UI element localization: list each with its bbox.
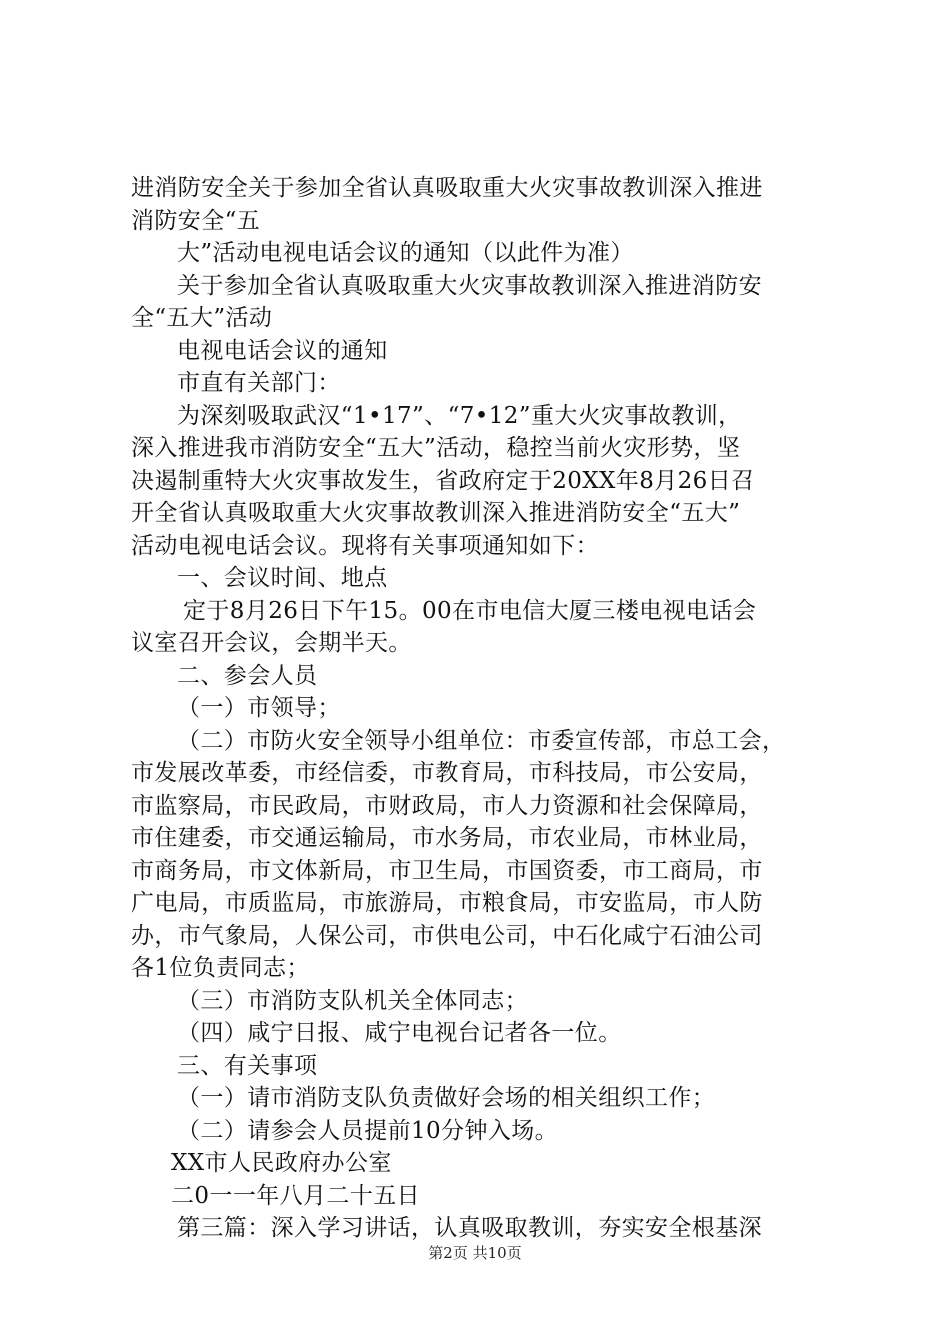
list-item: （二）市防火安全领导小组单位：市委宣传部，市总工会， xyxy=(177,727,786,754)
body-line: 电视电话会议的通知 xyxy=(177,337,388,364)
body-line: 市监察局，市民政局，市财政局，市人力资源和社会保障局， xyxy=(131,792,763,819)
body-line: 广电局，市质监局，市旅游局，市粮食局，市安监局，市人防 xyxy=(131,890,763,916)
body-line: 大”活动电视电话会议的通知（以此件为准） xyxy=(177,240,634,266)
section-heading: 一、会议时间、地点 xyxy=(177,565,388,591)
list-item: （四）咸宁日报、咸宁电视台记者各一位。 xyxy=(177,1020,622,1046)
body-line: 决遏制重特大火灾事故发生，省政府定于20XX年8月26日召 xyxy=(131,467,755,494)
list-item: （一）请市消防支队负责做好会场的相关组织工作； xyxy=(177,1085,716,1111)
body-line: 关于参加全省认真吸取重大火灾事故教训深入推进消防安 xyxy=(177,272,762,299)
body-line: 为深刻吸取武汉“1•17”、“7•12”重大火灾事故教训， xyxy=(177,402,742,429)
body-line: 市直有关部门： xyxy=(177,370,341,396)
list-item: （二）请参会人员提前10分钟入场。 xyxy=(177,1117,559,1144)
body-line: 全“五大”活动 xyxy=(131,305,273,331)
body-line: 定于8月26日下午15。00在市电信大厦三楼电视电话会 xyxy=(183,597,757,624)
section-heading: 二、参会人员 xyxy=(177,662,318,689)
list-item: （三）市消防支队机关全体同志； xyxy=(177,987,528,1014)
next-article-title: 第三篇：深入学习讲话，认真吸取教训，夯实安全根基深 xyxy=(177,1215,762,1241)
body-line: 市住建委，市交通运输局，市水务局，市农业局，市林业局， xyxy=(131,825,763,851)
body-line: 活动电视电话会议。现将有关事项通知如下： xyxy=(131,532,599,559)
body-line: 进消防安全关于参加全省认真吸取重大火灾事故教训深入推进 xyxy=(131,175,763,201)
page-number-footer: 第2页 共10页 xyxy=(428,1244,522,1262)
list-item: （一）市领导； xyxy=(177,695,341,721)
body-line: 议室召开会议，会期半天。 xyxy=(131,630,412,656)
body-line: 开全省认真吸取重大火灾事故教训深入推进消防安全“五大” xyxy=(131,500,741,526)
date-line: 二0一一年八月二十五日 xyxy=(171,1182,421,1209)
issuer-line: XX市人民政府办公室 xyxy=(171,1150,392,1176)
body-line: 各1位负责同志； xyxy=(131,955,310,981)
section-heading: 三、有关事项 xyxy=(177,1052,318,1079)
body-line: 市商务局，市文体新局，市卫生局，市国资委，市工商局，市 xyxy=(131,857,763,884)
body-line: 深入推进我市消防安全“五大”活动，稳控当前火灾形势，坚 xyxy=(131,435,741,461)
body-line: 消防安全“五 xyxy=(131,207,261,234)
body-line: 办，市气象局，人保公司，市供电公司，中石化咸宁石油公司 xyxy=(131,922,763,949)
body-line: 市发展改革委，市经信委，市教育局，市科技局，市公安局， xyxy=(131,760,763,786)
document-body xyxy=(131,172,841,1245)
